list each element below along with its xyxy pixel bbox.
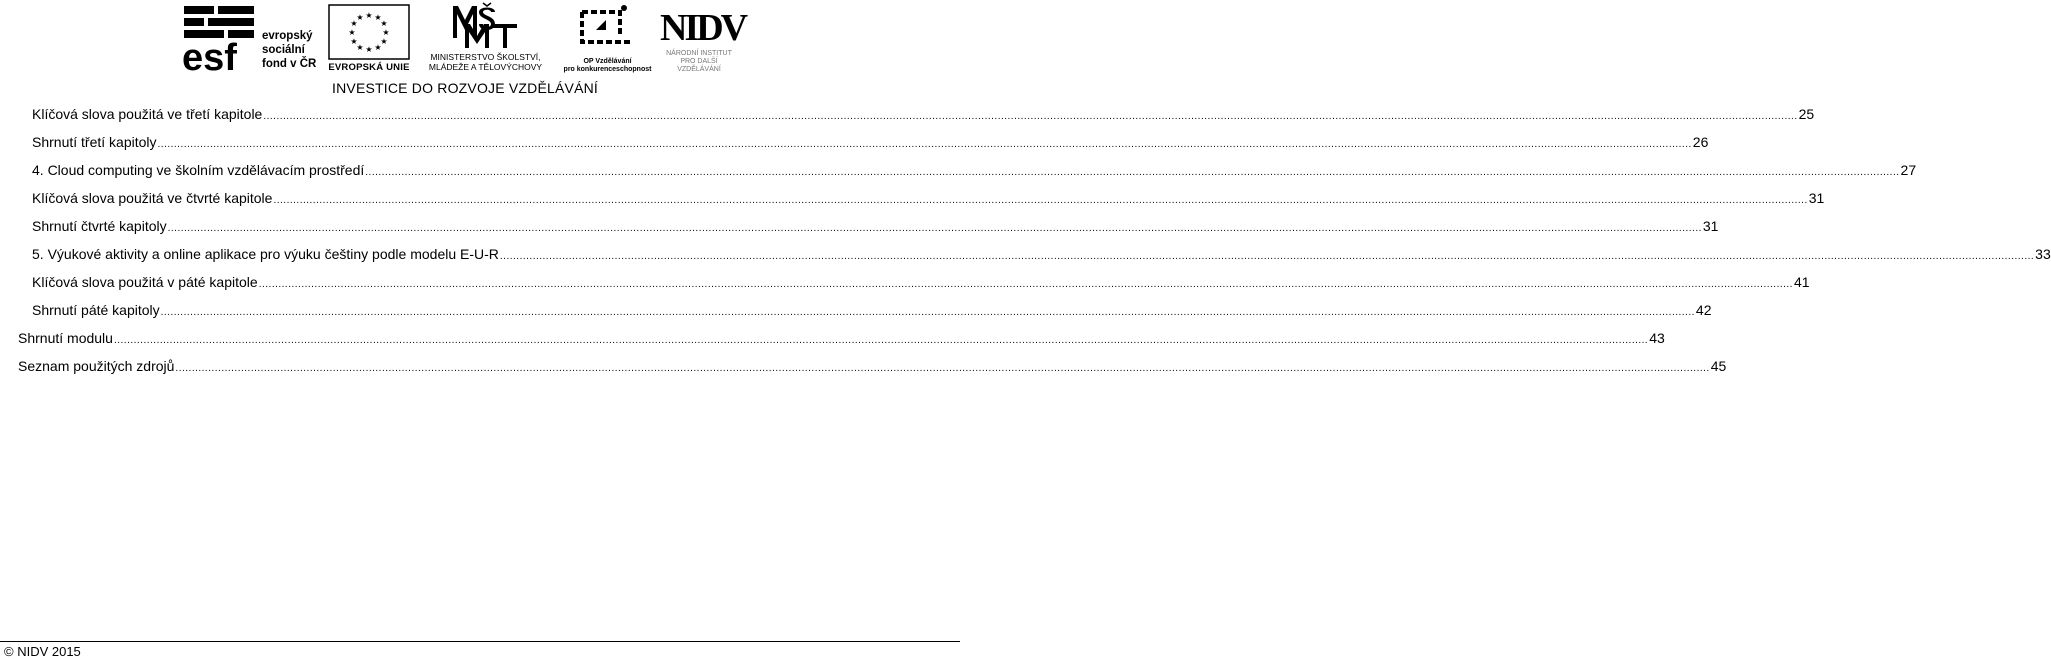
svg-text:★: ★ xyxy=(365,45,373,54)
toc-entry[interactable] xyxy=(32,104,1815,124)
toc-entry-page: 41 xyxy=(1793,274,1810,290)
eu-label: EVROPSKÁ UNIE xyxy=(328,62,410,73)
toc-dot-leader: .................................................................................................................................................................................................................................................................................................................................................................................................................................................................................... xyxy=(160,307,1695,318)
svg-text:★: ★ xyxy=(380,19,388,28)
toc-entry-title: Shrnutí modulu xyxy=(18,330,113,346)
svg-text:★: ★ xyxy=(382,28,390,37)
toc-entry[interactable] xyxy=(18,356,1727,376)
svg-text:NIDV: NIDV xyxy=(660,7,746,49)
op-line: OP Vzdělávání xyxy=(583,58,632,65)
toc-entry-title: Klíčová slova použitá ve čtvrté kapitole xyxy=(32,190,273,206)
toc-entry-page: 31 xyxy=(1808,190,1825,206)
toc-dot-leader: .................................................................................................................................................................................................................................................................................................................................................................................................................................................................................... xyxy=(263,111,1798,122)
toc-entry-title: 4. Cloud computing ve školním vzdělávacím prostředí xyxy=(32,162,365,178)
toc-entry-page: 27 xyxy=(1900,162,1917,178)
investice-slogan: INVESTICE DO ROZVOJE VZDĚLÁVÁNÍ xyxy=(332,80,599,96)
toc-entry-title: Shrnutí páté kapitoly xyxy=(32,302,160,318)
toc-entry-page: 45 xyxy=(1710,358,1727,374)
op-line: pro konkurenceschopnost xyxy=(563,66,652,73)
op-vk-text xyxy=(560,58,655,74)
svg-text:★: ★ xyxy=(350,19,358,28)
logo-header xyxy=(0,0,960,100)
nidv-line: PRO DALŠÍ xyxy=(680,58,718,65)
msmt-line: MINISTERSTVO ŠKOLSTVÍ, xyxy=(430,52,541,62)
eu-stars-icon xyxy=(327,4,411,62)
toc-entry-title: Klíčová slova použitá v páté kapitole xyxy=(32,274,258,290)
esf-logo xyxy=(180,4,325,79)
esf-mark-icon xyxy=(180,4,260,79)
toc-entry-page: 33 xyxy=(2035,246,2051,262)
msmt-text xyxy=(413,52,558,72)
toc-entry-page: 43 xyxy=(1649,330,1665,346)
svg-text:★: ★ xyxy=(374,43,382,52)
toc-entry-page: 42 xyxy=(1695,302,1712,318)
op-vk-logo xyxy=(560,2,655,74)
toc-dot-leader: .................................................................................................................................................................................................................................................................................................................................................................................................................................................................................... xyxy=(499,251,2035,262)
svg-text:★: ★ xyxy=(374,13,382,22)
toc-entry-title: Shrnutí třetí kapitoly xyxy=(32,134,157,150)
esf-text xyxy=(262,29,316,71)
svg-text:★: ★ xyxy=(348,28,356,37)
toc-entry[interactable] xyxy=(32,188,1825,208)
toc-entry[interactable] xyxy=(32,300,1712,320)
op-vk-mark-icon xyxy=(560,2,655,58)
toc-dot-leader: .................................................................................................................................................................................................................................................................................................................................................................................................................................................................................... xyxy=(273,195,1808,206)
toc-dot-leader: .................................................................................................................................................................................................................................................................................................................................................................................................................................................................................... xyxy=(258,279,1793,290)
svg-text:★: ★ xyxy=(365,11,373,20)
toc-dot-leader: .................................................................................................................................................................................................................................................................................................................................................................................................................................................................................... xyxy=(157,139,1692,150)
toc-entry-page: 26 xyxy=(1692,134,1709,150)
nidv-mark-icon xyxy=(658,2,746,50)
toc-entry[interactable] xyxy=(32,160,1917,180)
svg-text:★: ★ xyxy=(356,43,364,52)
footer-divider xyxy=(0,641,960,642)
msmt-mark-icon xyxy=(413,2,558,52)
esf-line: sociální xyxy=(262,44,305,56)
toc-entry[interactable] xyxy=(32,272,1810,292)
svg-text:esf: esf xyxy=(182,37,237,79)
toc-entry-title: Shrnutí čtvrté kapitoly xyxy=(32,218,167,234)
toc-entry[interactable] xyxy=(32,216,1719,236)
toc-entry-page: 25 xyxy=(1798,106,1815,122)
svg-text:★: ★ xyxy=(380,37,388,46)
toc-entry-title: Klíčová slova použitá ve třetí kapitole xyxy=(32,106,263,122)
toc-dot-leader: .................................................................................................................................................................................................................................................................................................................................................................................................................................................................................... xyxy=(365,167,1900,178)
nidv-logo xyxy=(658,2,746,74)
toc-dot-leader: .................................................................................................................................................................................................................................................................................................................................................................................................................................................................................... xyxy=(175,363,1710,374)
msmt-logo xyxy=(413,2,558,74)
toc-entry[interactable] xyxy=(18,328,1665,348)
toc-entry-page: 31 xyxy=(1702,218,1719,234)
svg-text:★: ★ xyxy=(350,37,358,46)
footer-copyright: © NIDV 2015 xyxy=(4,644,81,659)
toc-entry-title: Seznam použitých zdrojů xyxy=(18,358,175,374)
msmt-line: MLÁDEŽE A TĚLOVÝCHOVY xyxy=(428,62,543,72)
nidv-text xyxy=(658,50,740,74)
toc-dot-leader: .................................................................................................................................................................................................................................................................................................................................................................................................................................................................................... xyxy=(113,335,1649,346)
toc-entry[interactable] xyxy=(32,132,1709,152)
toc-entry[interactable] xyxy=(32,244,2051,264)
esf-line: fond v ČR xyxy=(262,58,317,70)
eu-logo xyxy=(327,4,411,74)
toc-entry-title: 5. Výukové aktivity a online aplikace pro výuku češtiny podle modelu E-U-R xyxy=(32,246,499,262)
toc-dot-leader: .................................................................................................................................................................................................................................................................................................................................................................................................................................................................................... xyxy=(167,223,1702,234)
nidv-line: VZDĚLÁVÁNÍ xyxy=(677,66,721,73)
nidv-line: NÁRODNÍ INSTITUT xyxy=(666,50,732,57)
esf-line: evropský xyxy=(262,30,313,42)
svg-text:★: ★ xyxy=(356,13,364,22)
